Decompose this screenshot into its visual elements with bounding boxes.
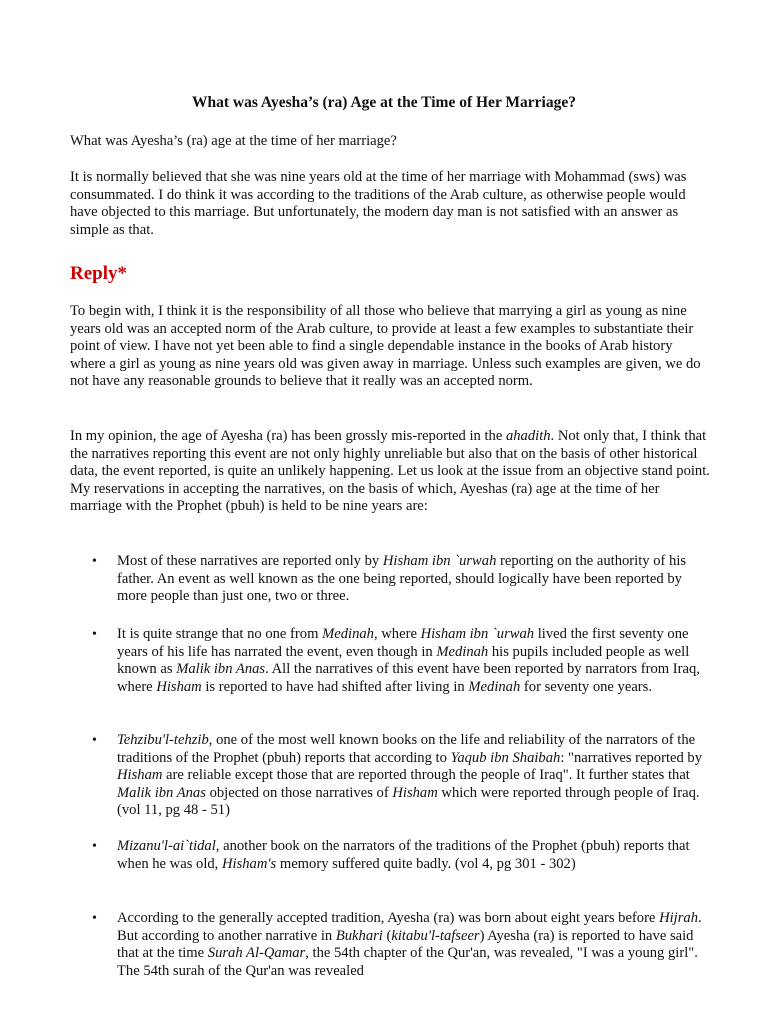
text-run: for seventy one years. [520,678,652,695]
italic-term: Hijrah [659,910,698,926]
text-run: ( [382,927,392,944]
italic-term: Tehzibu'l-tehzib [117,732,209,748]
italic-term: Malik ibn Anas [176,661,266,677]
bullet-icon: • [92,733,97,748]
italic-term: kitabu'l-tafseer [391,927,480,944]
reply-label: Reply [70,263,118,284]
text-run: Most of these narratives are reported only by [117,553,383,569]
text-run: : "narratives reported by [560,749,703,766]
text-run: objected on those narratives of [205,784,393,801]
list-item-text [117,910,710,980]
text-run: which were reported through people of Iraq. (vol 11, pg 48 - 51) [117,784,700,818]
text-run: are reliable except those that are reported through the people of Iraq". It further states that [162,767,690,783]
text-run: ) Ayesha (ra) is reported to have said that at the time [117,927,694,961]
text-run: lived the first seventy one years of his life has narrated the event, even though in [117,626,689,660]
text-run: It is quite strange that no one from [117,626,323,642]
bullet-icon: • [92,839,97,854]
text-run: . Not only that, I think that the narratives reporting this event are not only highly unreliable but also that on the basis of other historical data, the event reported, is quite an unlikely happening. Let us look at the issue from an objective stand point. My reservations in accepting the narratives, on the basis of which, Ayeshas (ra) age at the time of her marriage with the Prophet (pbuh) is held to be nine years are: [70,428,710,514]
text-run: reporting on the authority of his father. An event as well known as the one being reported, should logically have been reported by more people than just one, two or three. [117,553,687,604]
list-item-text [117,553,710,606]
text-run: . All the narratives of this event have been reported by narrators from Iraq, where [117,661,700,695]
question-paragraph: What was Ayesha’s (ra) age at the time of her marriage? [70,133,397,149]
italic-term: Hisham [156,678,202,695]
italic-term: Malik ibn Anas [117,784,206,801]
text-run: , one of the most well known books on the life and reliability of the narrators of the traditions of the Prophet (pbuh) reports that according to [117,732,696,766]
text-run: In my opinion, the age of Ayesha (ra) has been grossly mis-reported in the [70,428,506,444]
italic-term: Bukhari [335,927,383,944]
text-run: , where [373,626,421,642]
list-item-text [117,626,710,696]
intro-paragraph: It is normally believed that she was nine years old at the time of her marriage with Mohammad (sws) was consummated. I do think it was according to the traditions of the Arab culture, as otherwise people would have objected to this marriage. But unfortunately, the modern day man is not satisfied with an answer as simple as that. [70,169,687,238]
bullet-icon: • [92,554,97,569]
bullet-icon: • [92,627,97,642]
list-item-text [117,838,710,873]
italic-term: Surah Al-Qamar [207,945,306,961]
reply-paragraph-1: To begin with, I think it is the responsibility of all those who believe that marrying a girl as young as nine years old was an accepted norm of the Arab culture, to provide at least a few examples to substantiate their point of view. I have not yet been able to find a single dependable instance in the books of Arab history where a girl as young as nine years old was given away in marriage. Unless such examples are given, we do not have any reasonable grounds to believe that it really was an accepted norm. [70,303,701,389]
text-run: his pupils included people as well known as [117,643,690,677]
italic-term: Hisham [392,784,438,801]
italic-term: Medinah [436,643,489,660]
reply-star: * [117,263,127,284]
text-run: According to the generally accepted tradition, Ayesha (ra) was born about eight years before [117,910,660,926]
text-run: is reported to have had shifted after living in [201,678,469,695]
document-title: What was Ayesha’s (ra) Age at the Time of Her Marriage? [192,94,576,111]
text-run: memory suffered quite badly. (vol 4, pg 301 - 302) [276,855,576,872]
list-item-text [117,732,710,820]
text-run: . But according to another narrative in [117,910,702,944]
italic-term: Medinah [468,678,521,695]
italic-term: Hisham ibn `urwah [382,553,497,569]
text-run: , the 54th chapter of the Qur'an, was revealed, "I was a young girl". The 54th surah of the Qur'an was revealed [117,945,698,979]
reply-heading [70,262,127,286]
italic-term: ahadith [505,428,551,444]
bullet-icon: • [92,911,97,926]
italic-term: Medinah [322,626,374,642]
italic-term: Hisham's [221,855,277,872]
text-run: , another book on the narrators of the traditions of the Prophet (pbuh) reports that when he was old, [117,838,690,872]
italic-term: Hisham ibn `urwah [420,626,535,642]
reply-paragraph-2 [70,428,710,516]
italic-term: Hisham [117,767,163,783]
italic-term: Mizanu'l-ai`tidal [117,838,216,854]
italic-term: Yaqub ibn Shaibah [450,749,561,766]
